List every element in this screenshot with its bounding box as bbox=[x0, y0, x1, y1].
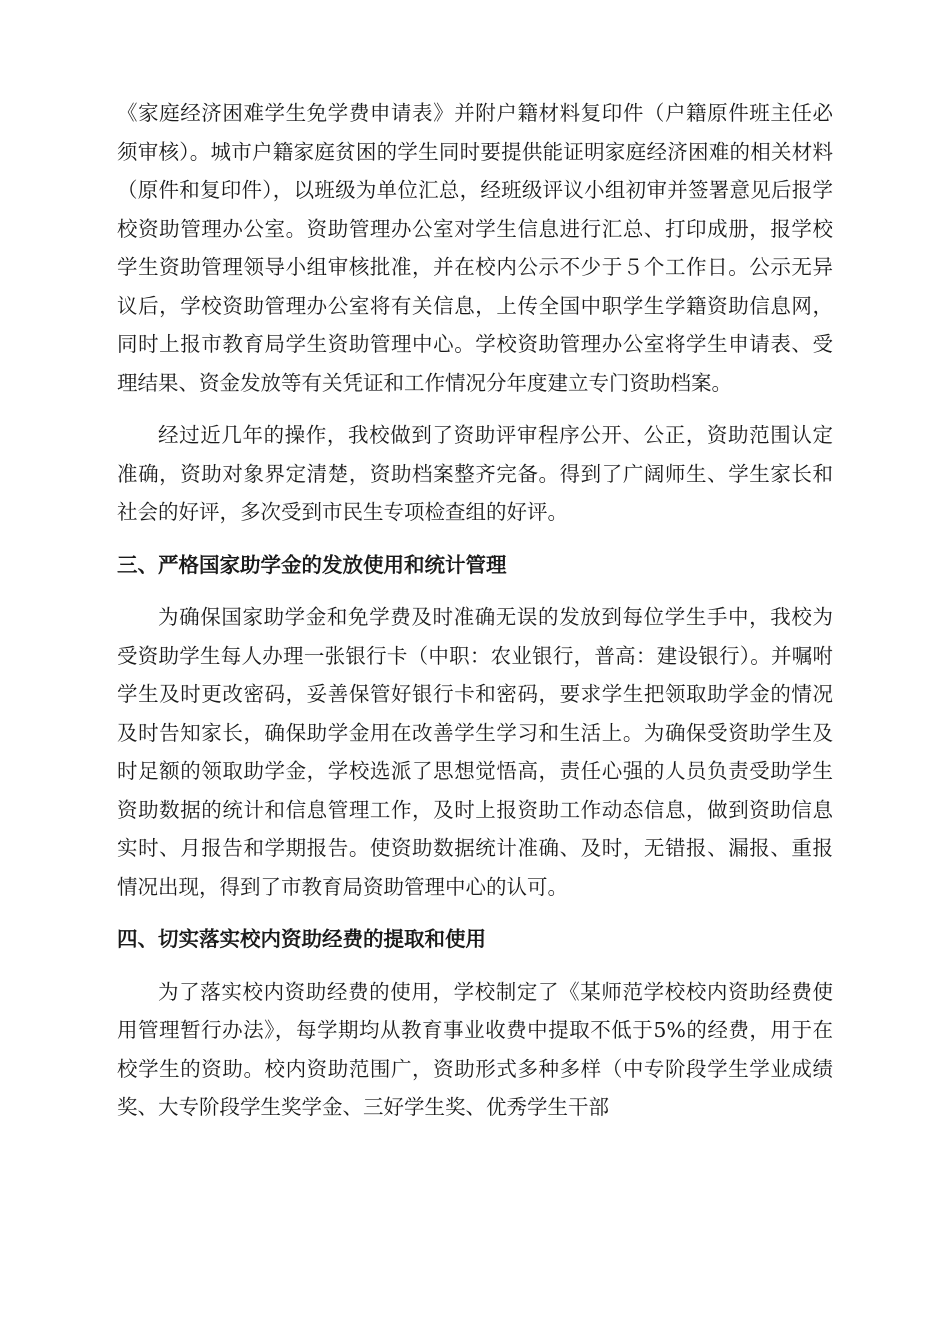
section-heading-3: 三、严格国家助学金的发放使用和统计管理 bbox=[117, 552, 507, 577]
paragraph-gap bbox=[117, 959, 833, 973]
paragraph-internal-funding: 为了落实校内资助经费的使用，学校制定了《某师范学校校内资助经费使用管理暂行办法》，每学期均从教育事业收费中提取不低于5%的经费，用于在校学生的资助。校内资助范围广，资助形式多种多样（中专阶段学生学业成绩奖、大专阶段学生奖学金、三好学生奖、优秀学生干部 bbox=[117, 979, 833, 1119]
paragraph-grant-distribution: 为确保国家助学金和免学费及时准确无误的发放到每位学生手中，我校为受资助学生每人办理一张银行卡（中职：农业银行，普高：建设银行）。并嘱咐学生及时更改密码，妥善保管好银行卡和密码，要求学生把领取助学金的情况及时告知家长，确保助学金用在改善学生学习和生活上。为确保受资助学生及时足额的领取助学金，学校选派了思想觉悟高，责任心强的人员负责受助学生资助数据的统计和信息管理工作，及时上报资助工作动态信息，做到资助信息实时、月报告和学期报告。使资助数据统计准确、及时，无错报、漏报、重报情况出现，得到了市教育局资助管理中心的认可。 bbox=[117, 605, 833, 899]
paragraph-gap bbox=[117, 584, 833, 598]
section-heading-4: 四、切实落实校内资助经费的提取和使用 bbox=[117, 927, 486, 951]
paragraph-evaluation-results: 经过近几年的操作，我校做到了资助评审程序公开、公正，资助范围认定准确，资助对象界定清楚，资助档案整齐完备。得到了广阔师生、学生家长和社会的好评，多次受到市民生专项检查组的好评。 bbox=[117, 423, 833, 524]
paragraph-gap bbox=[117, 532, 833, 546]
paragraph-gap bbox=[117, 906, 833, 920]
paragraph-gap bbox=[117, 402, 833, 416]
document-body bbox=[117, 94, 833, 1127]
paragraph-application-process: 《家庭经济困难学生免学费申请表》并附户籍材料复印件（户籍原件班主任必须审核）。城市户籍家庭贫困的学生同时要提供能证明家庭经济困难的相关材料（原件和复印件），以班级为单位汇总，经班级评议小组初审并签署意见后报学校资助管理办公室。资助管理办公室对学生信息进行汇总、打印成册，报学校学生资助管理领导小组审核批准，并在校内公示不少于５个工作日。公示无异议后，学校资助管理办公室将有关信息，上传全国中职学生学籍资助信息网，同时上报市教育局学生资助管理中心。学校资助管理办公室将学生申请表、受理结果、资金发放等有关凭证和工作情况分年度建立专门资助档案。 bbox=[117, 101, 833, 395]
